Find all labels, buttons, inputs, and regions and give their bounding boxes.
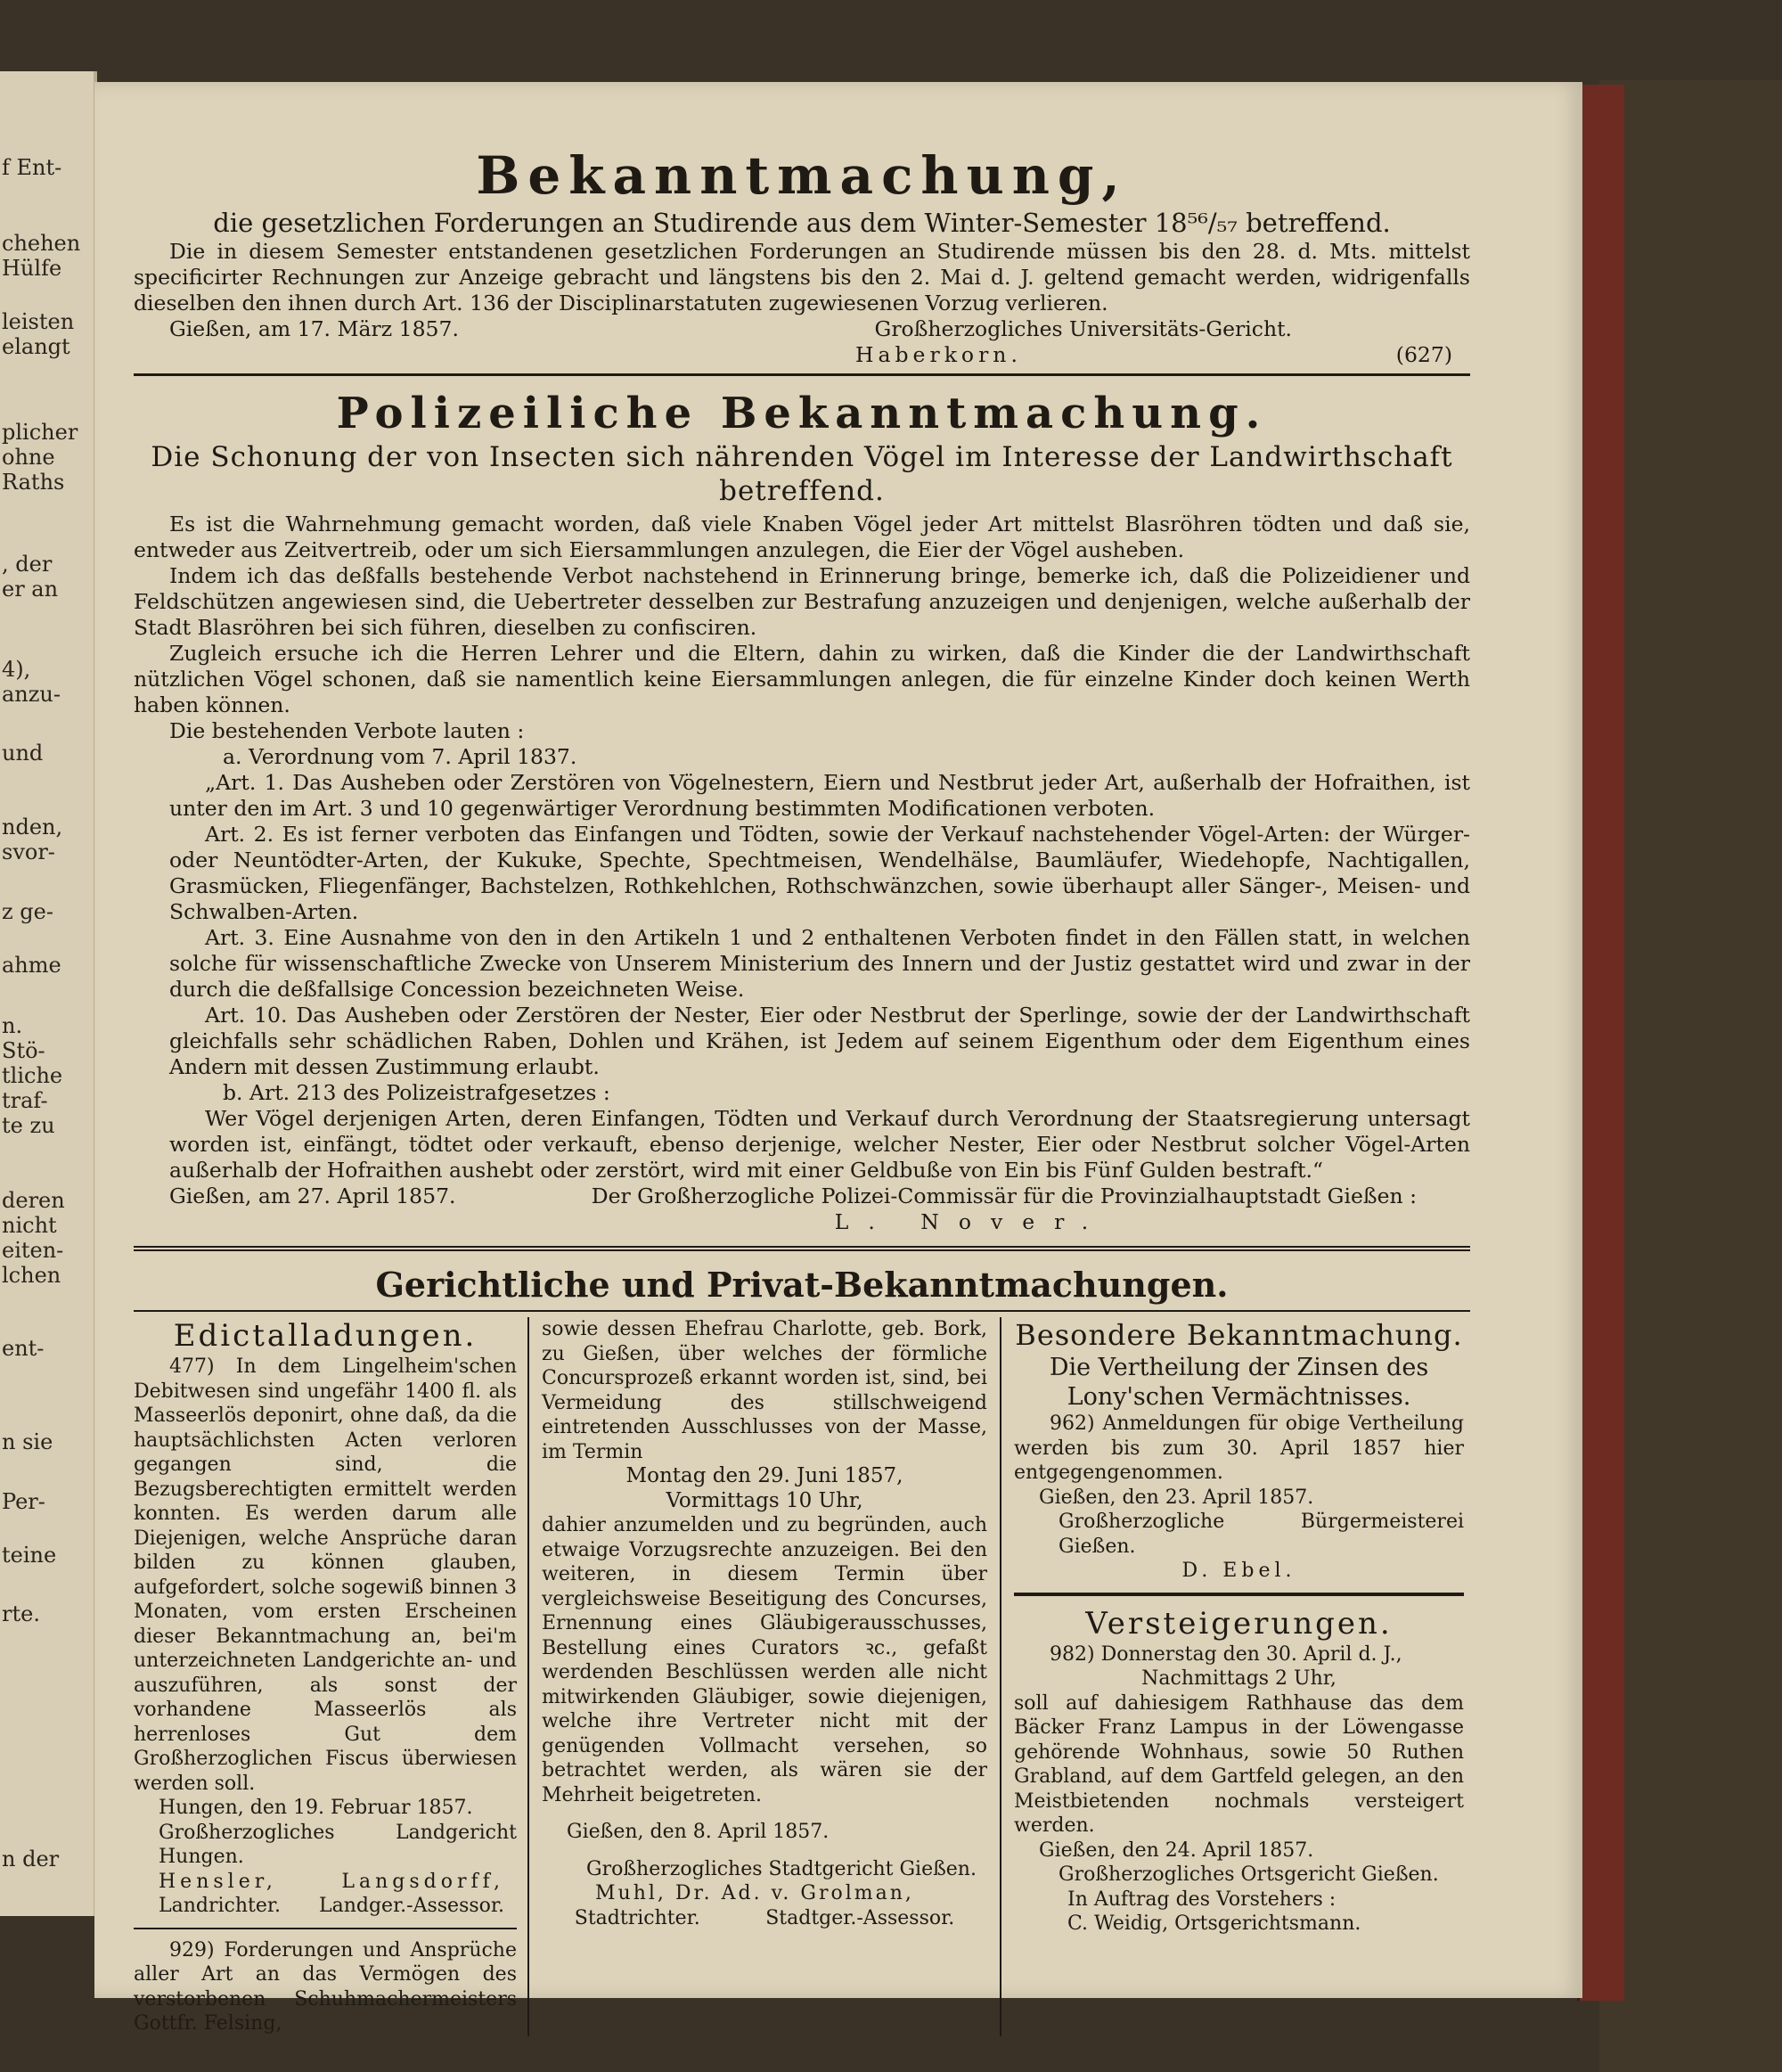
notice-subtitle: die gesetzlichen Forderungen an Studirende aus dem Winter-Semester 18⁵⁶/₅₇ betreffend.: [213, 208, 1391, 238]
prev-line: Per-: [2, 1489, 45, 1514]
article: Art. 10. Das Ausheben oder Zerstören der Nester, Eier oder Nestbrut der Sperlinge, sowie der der Landwirthschaft gleichfalls sehr schädlichen Raben, Dohlen und Krähen, ist Jedem auf seinem Eigenthum oder dem Eigenthum eines Andern mit dessen Zustimmung erlaubt.: [169, 1003, 1470, 1079]
notice-footer: [134, 1183, 1470, 1209]
prev-line: leisten: [2, 309, 75, 334]
prev-line: ent-: [2, 1336, 45, 1361]
list-item: b. Art. 213 des Polizeistrafgesetzes :: [223, 1080, 610, 1105]
paragraph: soll auf dahiesigem Rathhause das dem Bäcker Franz Lampus in der Löwengasse gehörende Wohnhaus, sowie 50 Ruthen Grabland, auf dem Gartfeld gelegen, an den Meistbietenden nochmals versteigert werden.: [1014, 1691, 1464, 1837]
prev-line: n.: [2, 1013, 23, 1038]
authority: Großherzogliches Ortsgericht Gießen.: [1059, 1863, 1439, 1886]
prev-line: anzu-: [2, 682, 61, 707]
place-date: Hungen, den 19. Februar 1857.: [159, 1797, 473, 1819]
role: Stadtrichter.: [574, 1906, 700, 1929]
column-3: [1001, 1317, 1464, 2036]
newspaper-page: [94, 82, 1582, 2035]
column-heading: Besondere Bekanntmachung.: [1015, 1318, 1463, 1352]
prev-line: Hülfe: [2, 256, 62, 281]
three-columns: [134, 1317, 1470, 2036]
double-rule: [134, 1246, 1470, 1253]
authority: Großherzogliche Bürgermeisterei Gießen.: [1059, 1511, 1464, 1558]
signer: L. Nover.: [834, 1209, 1108, 1234]
page-content: [134, 144, 1470, 2036]
place-date: Gießen, den 8. April 1857.: [567, 1821, 830, 1843]
prev-line: svor-: [2, 839, 55, 864]
prev-line: n sie: [2, 1429, 53, 1454]
prev-line: f Ent-: [2, 155, 62, 180]
book-cover: [1599, 80, 1782, 2072]
prev-line: elangt: [2, 334, 70, 359]
prev-line: plicher: [2, 420, 78, 445]
role: Landrichter.: [159, 1895, 281, 1917]
article: Art. 3. Eine Ausnahme von den in den Artikeln 1 und 2 enthaltenen Verboten findet in den Fällen statt, in welchen solche für wissenschaftliche Zwecke von Unserem Ministerium des Innern und der Justiz gestattet wird und zwar in der durch die deßfallsige Concession bezeichneten Weise.: [169, 925, 1470, 1002]
signer: Muhl, Dr. Ad. v. Grolman,: [595, 1882, 914, 1904]
prev-line: er an: [2, 577, 59, 602]
notice-subtitle: Die Schonung der von Insecten sich nährenden Vögel im Interesse der Landwirthschaft betreffend.: [151, 441, 1453, 507]
column-2: [529, 1317, 1001, 2036]
prev-line: nicht: [2, 1213, 57, 1238]
prev-line: eiten-: [2, 1238, 64, 1263]
rule: [1014, 1593, 1464, 1596]
paragraph: 962) Anmeldungen für obige Vertheilung werden bis zum 30. April 1857 hier entgegengenommen.: [1014, 1413, 1464, 1484]
authority: Großherzogliches Stadtgericht Gießen.: [586, 1857, 977, 1880]
paragraph: 982) Donnerstag den 30. April d. J.,: [1050, 1642, 1402, 1666]
date-line: Montag den 29. Juni 1857,: [625, 1464, 903, 1487]
column-1: [134, 1317, 529, 2036]
roles: [134, 1894, 517, 1919]
article: Wer Vögel derjenigen Arten, deren Einfangen, Tödten und Verkauf durch Verordnung der Staatsregierung untersagt worden ist, einfängt, tödtet oder verkauft, ebenso derjenige, welcher Nester, Eier oder Nestbrut solcher Vögel-Arten außerhalb der Hofraithen aushebt oder zerstört, wird mit einer Geldbuße von Ein bis Fünf Gulden bestraft.“: [169, 1106, 1470, 1183]
prev-line: te zu: [2, 1113, 55, 1138]
book-spine: [1577, 85, 1624, 2001]
prev-line: 4),: [2, 657, 31, 682]
roles: [542, 1906, 987, 1931]
prev-line: tliche: [2, 1063, 63, 1088]
prev-line: und: [2, 741, 44, 766]
column-subtitle: Die Vertheilung der Zinsen des Lony'schen Vermächtnisses.: [1049, 1354, 1429, 1411]
prev-line: deren: [2, 1188, 65, 1213]
role: Stadtger.-Assessor.: [765, 1906, 955, 1929]
column-heading: Versteigerungen.: [1085, 1605, 1393, 1642]
signer: Langsdorff,: [341, 1870, 504, 1893]
date-line: Vormittags 10 Uhr,: [666, 1488, 863, 1512]
notice-signature-row: [134, 1209, 1470, 1235]
paragraph: sowie dessen Ehefrau Charlotte, geb. Bork, zu Gießen, über welches der förmliche Concursprozeß erkannt worden ist, sind, bei Vermeidung des stillschweigend eintretenden Ausschlusses von der Masse, im Termin: [542, 1318, 987, 1463]
signer: D. Ebel.: [1181, 1560, 1296, 1582]
prev-line: nden,: [2, 815, 63, 839]
university-notice: [134, 144, 1470, 376]
rule: [134, 373, 1470, 376]
prev-line: teine: [2, 1543, 57, 1568]
prev-line: Stö-: [2, 1038, 45, 1063]
section-title: Gerichtliche und Privat-Bekanntmachungen.: [375, 1265, 1229, 1305]
prev-line: ahme: [2, 953, 61, 978]
prev-line: lchen: [2, 1263, 61, 1288]
prev-line: , der: [2, 552, 53, 577]
column-heading: Edictalladungen.: [173, 1318, 478, 1354]
place-date: Gießen, am 17. März 1857.: [169, 316, 459, 341]
article: „Art. 1. Das Ausheben oder Zerstören von Vögelnestern, Eiern und Nestbrut jeder Art, außerhalb der Hofraithen, ist unter den im Art. 3 und 10 gegenwärtiger Verordnung bestimmten Modificationen verboten.: [169, 770, 1470, 821]
article: Art. 2. Es ist ferner verboten das Einfangen und Tödten, sowie der Verkauf nachstehender Vögel-Arten: der Würger- oder Neuntödter-Arten, der Kukuke, Spechte, Spechtmeisen, Wendelhälse, Baumläufer, Wiedehopfe, Nachtigallen, Grasmücken, Fliegenfänger, Bachstelzen, Rothkehlchen, Rothschwänzchen, sowie überhaupt aller Sänger-, Meisen- und Schwalben-Arten.: [169, 822, 1470, 924]
place-date: Gießen, den 23. April 1857.: [1039, 1486, 1314, 1509]
notice-number: (627): [1395, 342, 1452, 367]
police-notice: [134, 387, 1470, 1253]
mandate: In Auftrag des Vorstehers :: [1067, 1888, 1336, 1911]
prev-line: chehen: [2, 231, 81, 256]
authority: Der Großherzogliche Polizei-Commissär für die Provinzialhauptstadt Gießen :: [591, 1183, 1417, 1208]
prev-line: z ge-: [2, 899, 53, 924]
signer: Hensler,: [159, 1870, 277, 1893]
notice-body: Die in diesem Semester entstandenen gesetzlichen Forderungen an Studirende müssen bis den 28. d. Mts. mittelst specificirter Rechnungen zur Anzeige gebracht und längstens bis den 2. Mai d. J. geltend gemacht werden, widrigenfalls dieselben den ihnen durch Art. 136 der Disciplinarstatuten zugewiesenen Vorzug verlieren.: [134, 239, 1470, 315]
prev-line: n der: [2, 1847, 60, 1871]
paragraph: Indem ich das deßfalls bestehende Verbot nachstehend in Erinnerung bringe, bemerke ich, daß die Polizeidiener und Feldschützen angewiesen sind, die Uebertreter desselben zur Bestrafung anzuzeigen und denjenigen, welche außerhalb der Stadt Blasröhren bei sich führen, dieselben zu confisciren.: [134, 563, 1470, 640]
paragraph: Zugleich ersuche ich die Herren Lehrer und die Eltern, dahin zu wirken, daß die Kinder die der Landwirthschaft nützlichen Vögel schonen, daß sie namentlich keine Eiersammlungen anlegen, die für einzelne Kinder doch keinen Werth haben können.: [134, 641, 1470, 717]
list-item: a. Verordnung vom 7. April 1837.: [223, 744, 577, 769]
notice-footer: [134, 316, 1470, 342]
signatures: [134, 1870, 517, 1895]
paragraph: Es ist die Wahrnehmung gemacht worden, daß viele Knaben Vögel jeder Art mittelst Blasröhren tödten und daß sie, entweder aus Zeitvertreib, oder um sich Eiersammlungen anzulegen, die Eier der Vögel ausheben.: [134, 512, 1470, 562]
notice-signature-row: [134, 342, 1470, 368]
signer: Haberkorn.: [855, 342, 1022, 367]
signer: C. Weidig, Ortsgerichtsmann.: [1067, 1912, 1361, 1935]
rule: [134, 1310, 1470, 1312]
rule: [134, 1928, 517, 1929]
place-date: Gießen, den 24. April 1857.: [1039, 1839, 1314, 1862]
paragraph: 929) Forderungen und Ansprüche aller Art an das Vermögen des verstorbenen Schuhmachermeisters Gottfr. Felsing,: [134, 1938, 517, 2035]
authority: Großherzogliches Universitäts-Gericht.: [874, 316, 1292, 341]
paragraph: Nachmittags 2 Uhr,: [1141, 1667, 1336, 1690]
paragraph: dahier anzumelden und zu begründen, auch etwaige Vorzugsrechte anzuzeigen. Bei den weiteren, in diesem Termin über vergleichsweise Beseitigung des Concurses, Ernennung eines Gläubigerausschusses, Bestellung eines Curators ꝛc., gefaßt werdenden Beschlüssen werden alle nicht mitwirkenden Gläubiger, sowie diejenigen, welche ihre Vertreter nicht mit der genügenden Vollmacht versehen, so betrachtet werden, als wären sie der Mehrheit beigetreten.: [542, 1514, 987, 1806]
authority: Großherzogliches Landgericht Hungen.: [159, 1821, 517, 1868]
prev-line: rte.: [2, 1601, 40, 1626]
paragraph: 477) In dem Lingelheim'schen Debitwesen sind ungefähr 1400 fl. als Masseerlös deponirt, ohne daß, da die hauptsächlichsten Acten verloren gegangen sind, die Bezugsberechtigten ermittelt werden konnten. Es werden darum alle Diejenigen, welche Ansprüche daran bilden zu können glauben, aufgefordert, solche sogewiß binnen 3 Monaten, vom ersten Erscheinen dieser Bekanntmachung an, bei'm unterzeichneten Landgerichte an- und auszuführen, als sonst der vorhandene Masseerlös als herrenloses Gut dem Großherzoglichen Fiscus überwiesen werden soll.: [134, 1355, 517, 1795]
prev-line: Raths: [2, 470, 65, 495]
place-date: Gießen, am 27. April 1857.: [169, 1183, 456, 1208]
role: Landger.-Assessor.: [318, 1895, 504, 1917]
paragraph: Die bestehenden Verbote lauten :: [169, 718, 525, 743]
prev-line: traf-: [2, 1088, 48, 1113]
prev-line: ohne: [2, 445, 55, 470]
notice-title: Bekanntmachung,: [476, 145, 1128, 206]
notice-title: Polizeiliche Bekanntmachung.: [336, 389, 1268, 438]
previous-page-fragment: [0, 71, 97, 1916]
